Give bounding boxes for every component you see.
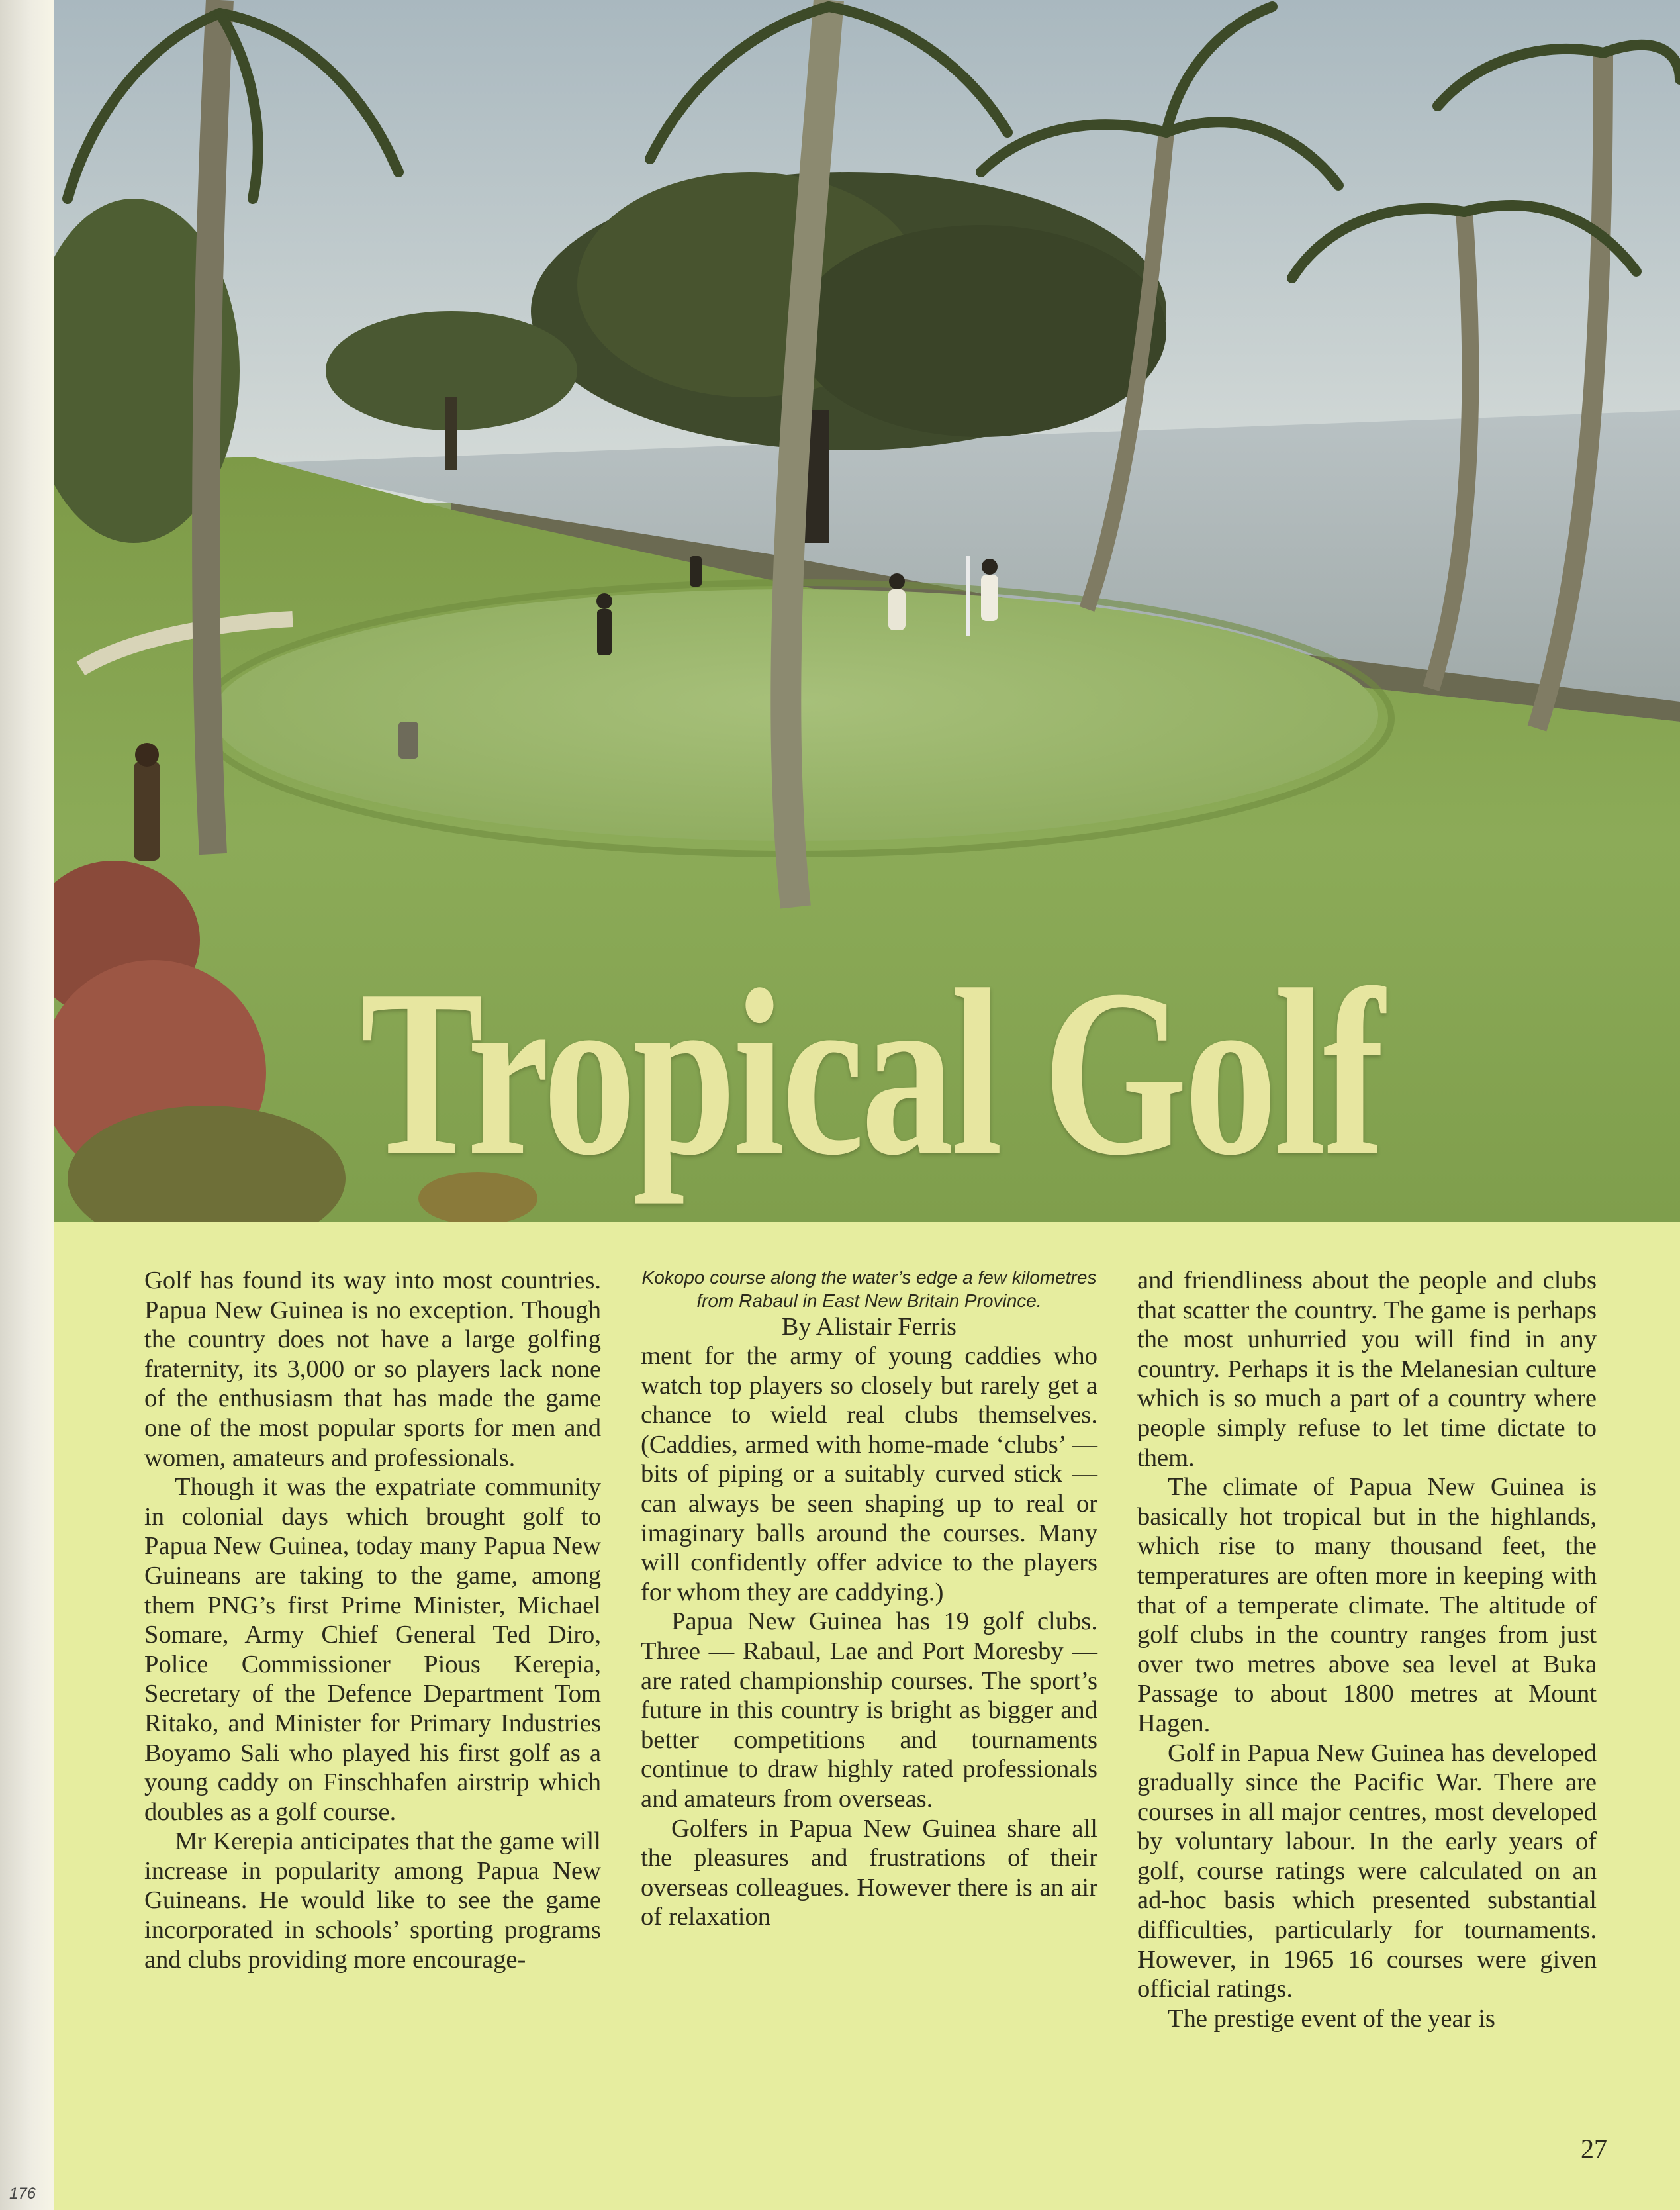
column3-paragraph-2: The climate of Papua New Guinea is basically hot tropical but in the highlands, which rise to many thousand feet, the temperatures are often more in keeping with that of a temperate climate. The altitude of golf clubs in the country ranges from just over two metres above sea level at Buka Passage to about 1800 metres at Mount Hagen.: [1137, 1473, 1597, 1737]
byline: By Alistair Ferris: [782, 1313, 957, 1341]
margin-page-mark: 176: [9, 2185, 36, 2203]
column3-paragraph-1: and friendliness about the people and clubs that scatter the country. The game is perhaps the most unhurried you will find in any country. Perhaps it is the Melanesian culture which is so much a part of a country where people simply refuse to let time dictate to them.: [1137, 1267, 1597, 1472]
article-column-3: [1137, 1266, 1597, 2033]
page-binding-edge: [0, 0, 52, 2210]
column2-paragraph-1: ment for the army of young caddies who watch top players so closely but rarely get a chance to wield real clubs themselves. (Caddies, armed with home-made ‘clubs’ — bits of piping or a suitably curved stick — can always be seen shaping up to real or imaginary balls around the courses. Many will confidently offer advice to the players for whom they are caddying.): [641, 1342, 1097, 1606]
photo-caption: Kokopo course along the water’s edge a few kilometres from Rabaul in East New Britain Province.: [641, 1267, 1097, 1311]
article-column-2: [641, 1266, 1097, 1932]
column1-paragraph-3: Mr Kerepia anticipates that the game will increase in popularity among Papua New Guineans. He would like to see the game incorporated in schools’ sporting programs and clubs providing more encourage-: [144, 1827, 601, 1974]
column2-paragraph-2: Papua New Guinea has 19 golf clubs. Three — Rabaul, Lae and Port Moresby — are rated championship courses. The sport’s future in this country is bright as bigger and better competitions and tournaments continue to draw highly rated professionals and amateurs from overseas.: [641, 1608, 1097, 1813]
column1-paragraph-2: Though it was the expatriate community in colonial days which brought golf to Papua New Guinea, today many Papua New Guineans are taking to the game, among them PNG’s first Prime Minister, Michael Somare, Army Chief General Ted Diro, Police Commissioner Pious Kerepia, Secretary of the Defence Department Tom Ritako, and Minister for Primary Industries Boyamo Sali who played his first golf as a young caddy on Finschhafen airstrip which doubles as a golf course.: [144, 1473, 601, 1826]
column3-paragraph-4: The prestige event of the year is: [1168, 2004, 1495, 2033]
column3-paragraph-3: Golf in Papua New Guinea has developed gradually since the Pacific War. There are courses in all major centres, most developed by voluntary labour. In the early years of golf, course ratings were calculated on an ad-hoc basis which presented substantial difficulties, particularly for tournaments. However, in 1965 16 courses were given official ratings.: [1137, 1739, 1597, 2003]
article-column-1: [144, 1266, 601, 1974]
page-number: 27: [1581, 2134, 1607, 2164]
column1-paragraph-1: Golf has found its way into most countries. Papua New Guinea is no exception. Though the country does not have a large golfing fraternity, its 3,000 or so players lack none of the enthusiasm that has made the game one of the most popular sports for men and women, amateurs and professionals.: [144, 1267, 601, 1472]
headline: Tropical Golf: [359, 940, 1382, 1204]
column2-paragraph-3: Golfers in Papua New Guinea share all the pleasures and frustrations of their overseas colleagues. However there is an air of relaxation: [641, 1814, 1097, 1931]
golf-course-photo: [54, 0, 1680, 1222]
